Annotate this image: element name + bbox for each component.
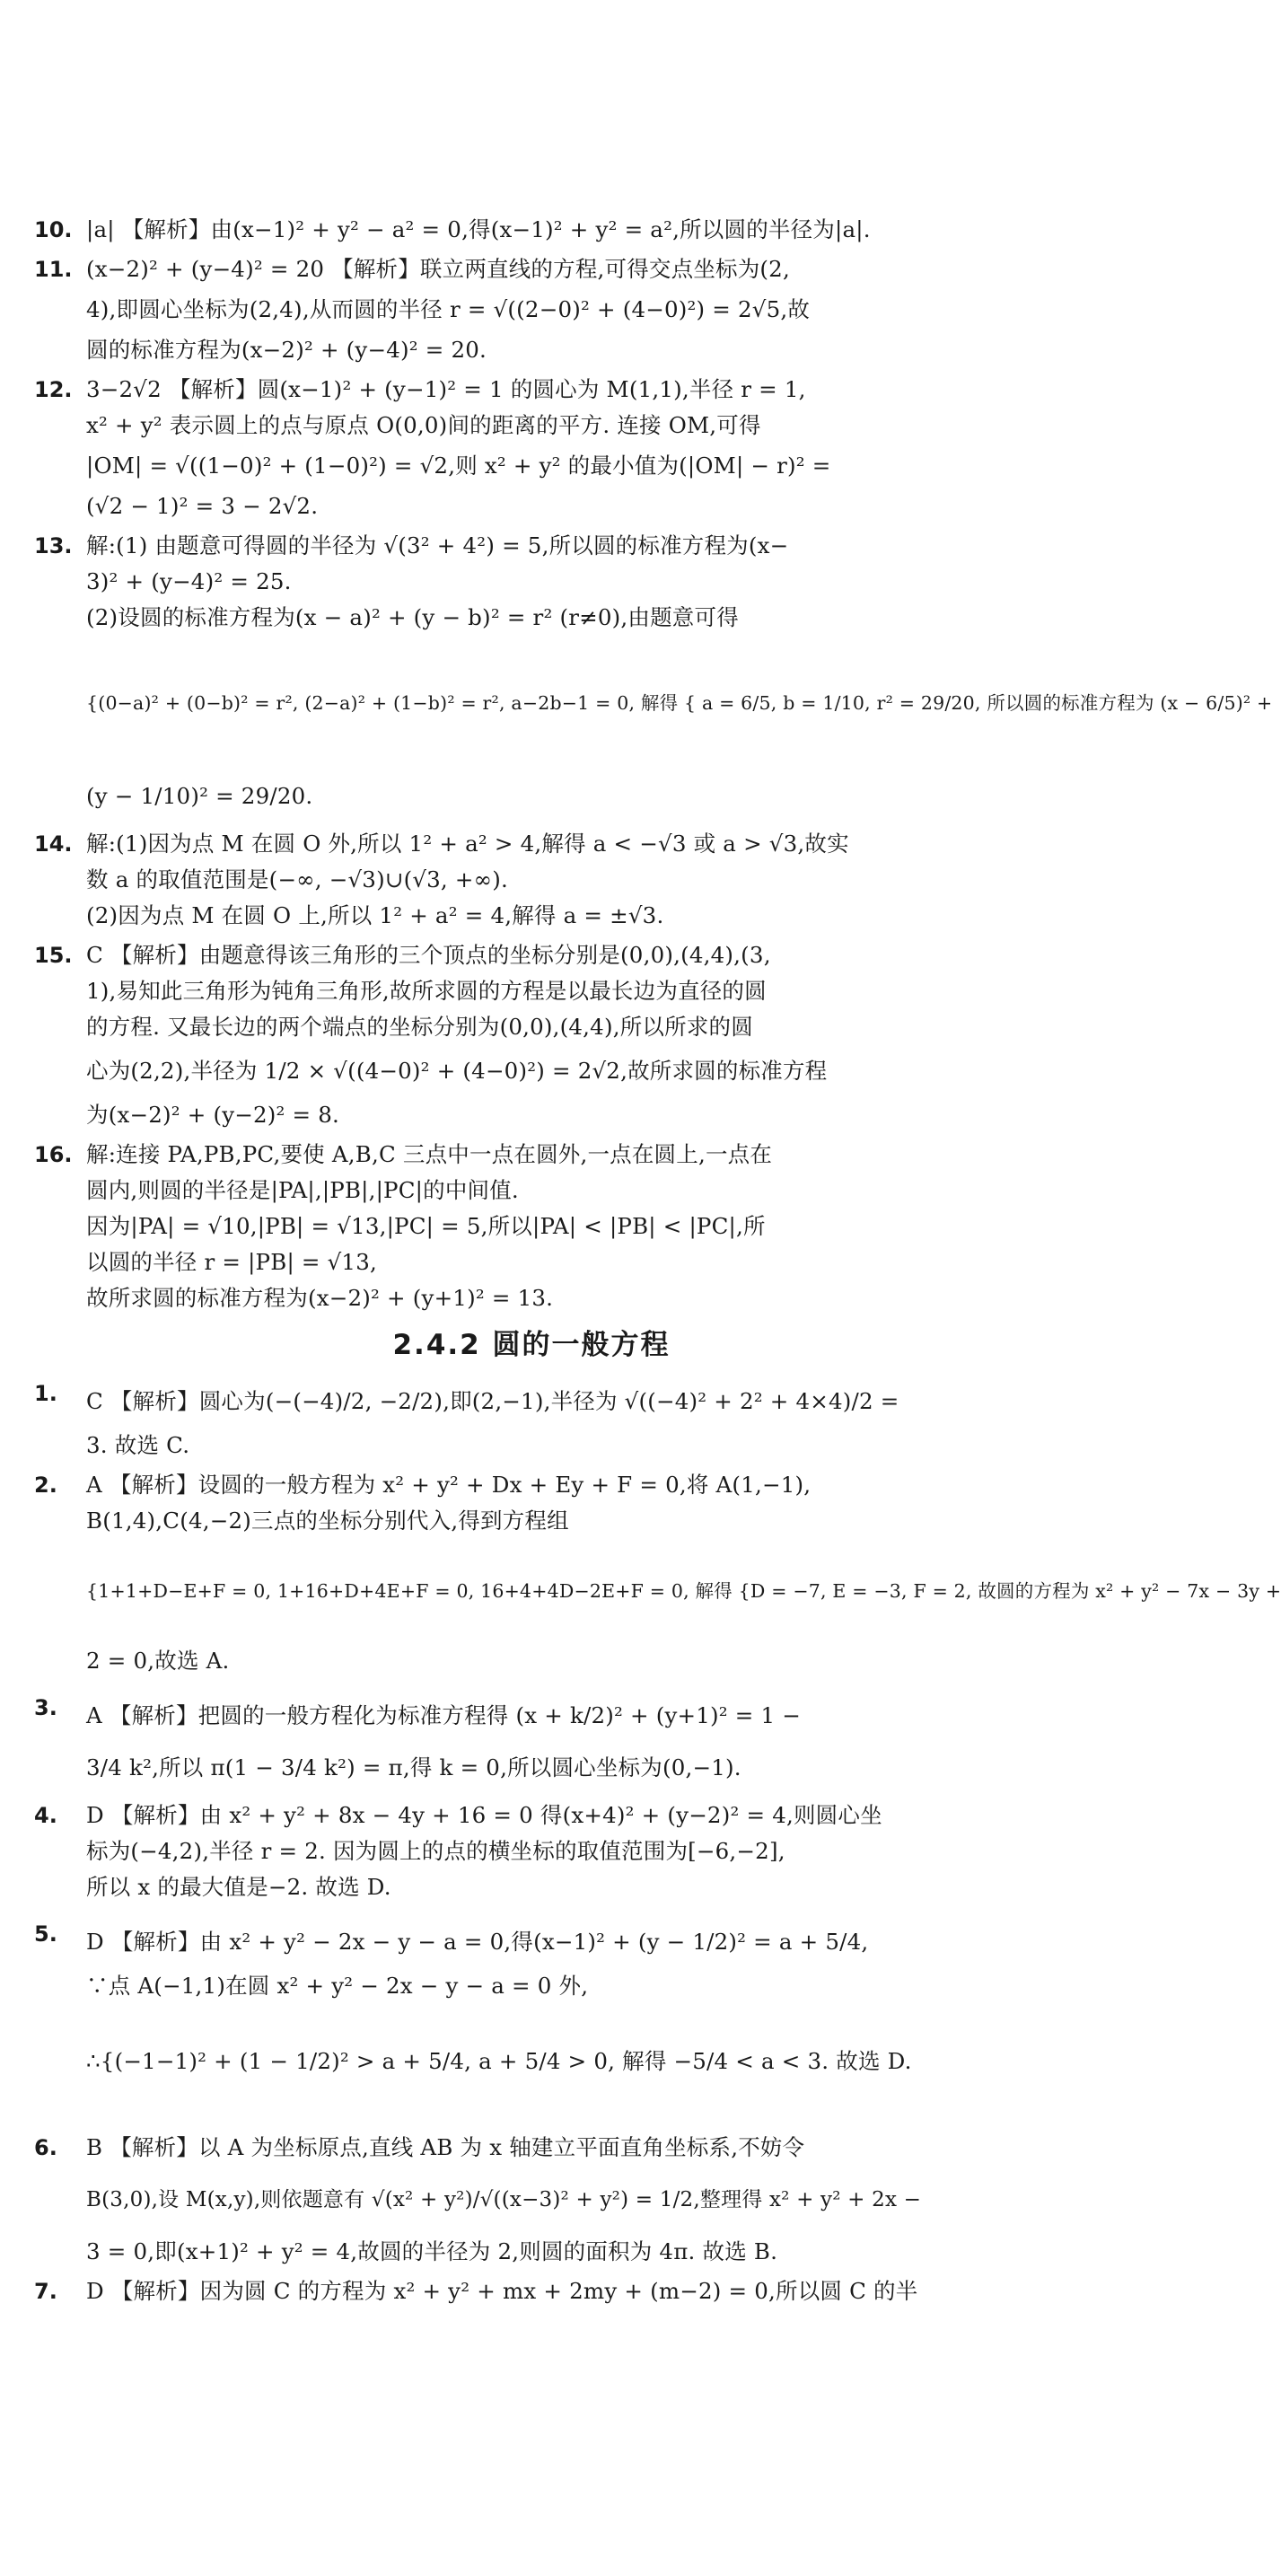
solution-line: 3. 故选 C. <box>86 1432 190 1458</box>
solution-3 <box>34 1690 1029 1794</box>
solution-line: 4),即圆心坐标为(2,4),从而圆的半径 r = √((2−0)² + (4−0)²) = 2√5,故 <box>86 296 811 322</box>
solution-15 <box>34 937 1029 1133</box>
solution-12 <box>34 372 1029 524</box>
solution-line: B(3,0),设 M(x,y),则依题意有 √(x² + y²)/√((x−3)² + y²) = 1/2,整理得 x² + y² + 2x − <box>86 2188 922 2211</box>
question-number: 3. <box>34 1695 57 1720</box>
question-number: 2. <box>34 1473 57 1498</box>
solution-11 <box>34 251 1029 368</box>
solution-line: C 【解析】由题意得该三角形的三个顶点的坐标分别是(0,0),(4,4),(3, <box>86 942 771 968</box>
solution-line: 的方程. 又最长边的两个端点的坐标分别为(0,0),(4,4),所以所求的圆 <box>86 1014 753 1040</box>
solution-line: |a| 【解析】由(x−1)² + y² − a² = 0,得(x−1)² + y² = a²,所以圆的半径为|a|. <box>86 216 871 242</box>
question-number: 1. <box>34 1381 57 1406</box>
solution-line: 1),易知此三角形为钝角三角形,故所求圆的方程是以最长边为直径的圆 <box>86 978 767 1004</box>
solution-line: 因为|PA| = √10,|PB| = √13,|PC| = 5,所以|PA| < |PB| < |PC|,所 <box>86 1213 766 1239</box>
solution-line: B(1,4),C(4,−2)三点的坐标分别代入,得到方程组 <box>86 1508 569 1534</box>
solution-line: 解:连接 PA,PB,PC,要使 A,B,C 三点中一点在圆外,一点在圆上,一点在 <box>86 1141 773 1167</box>
solution-7 <box>34 2273 1029 2309</box>
solution-line: D 【解析】因为圆 C 的方程为 x² + y² + mx + 2my + (m−2) = 0,所以圆 C 的半 <box>86 2278 918 2304</box>
solution-13 <box>34 528 1273 822</box>
solution-line: 数 a 的取值范围是(−∞, −√3)∪(√3, +∞). <box>86 866 508 892</box>
solution-line: A 【解析】把圆的一般方程化为标准方程得 (x + k/2)² + (y+1)² = 1 − <box>86 1702 802 1728</box>
solution-10 <box>34 212 1029 248</box>
question-number: 13. <box>34 533 73 558</box>
solution-line: 所以 x 的最大值是−2. 故选 D. <box>86 1874 391 1900</box>
question-number: 4. <box>34 1803 57 1828</box>
solution-line: |OM| = √((1−0)² + (1−0)²) = √2,则 x² + y² 的最小值为(|OM| − r)² = <box>86 453 831 479</box>
solution-2 <box>34 1467 1281 1679</box>
solution-line: 3−2√2 【解析】圆(x−1)² + (y−1)² = 1 的圆心为 M(1,1),半径 r = 1, <box>86 376 806 402</box>
question-number: 7. <box>34 2279 57 2304</box>
question-number: 15. <box>34 943 73 968</box>
solution-line: 圆内,则圆的半径是|PA|,|PB|,|PC|的中间值. <box>86 1177 519 1203</box>
solution-line: D 【解析】由 x² + y² − 2x − y − a = 0,得(x−1)² + (y − 1/2)² = a + 5/4, <box>86 1929 869 1955</box>
solution-line: B 【解析】以 A 为坐标原点,直线 AB 为 x 轴建立平面直角坐标系,不妨令 <box>86 2134 805 2160</box>
solution-line: (y − 1/10)² = 29/20. <box>86 783 313 809</box>
question-number: 16. <box>34 1142 73 1167</box>
solution-line: 故所求圆的标准方程为(x−2)² + (y+1)² = 13. <box>86 1285 554 1311</box>
solution-line: 标为(−4,2),半径 r = 2. 因为圆上的点的横坐标的取值范围为[−6,−2], <box>86 1838 785 1864</box>
inequality-system-line: ∴{(−1−1)² + (1 − 1/2)² > a + 5/4, a + 5/4 > 0, 解得 −5/4 < a < 3. 故选 D. <box>86 2048 912 2074</box>
solution-line: 2 = 0,故选 A. <box>86 1648 230 1674</box>
solution-line: 解:(1) 由题意可得圆的半径为 √(3² + 4²) = 5,所以圆的标准方程为(x− <box>86 532 789 558</box>
solution-line: (x−2)² + (y−4)² = 20 【解析】联立两直线的方程,可得交点坐标为(2, <box>86 256 790 282</box>
solution-line: (2)因为点 M 在圆 O 上,所以 1² + a² = 4,解得 a = ±√3. <box>86 902 664 928</box>
equation-system-line: {1+1+D−E+F = 0, 1+16+D+4E+F = 0, 16+4+4D−2E+F = 0, 解得 {D = −7, E = −3, F = 2, 故圆的方程为 x² + y² − 7x − 3y + <box>86 1580 1281 1602</box>
question-number: 10. <box>34 217 73 242</box>
solution-5 <box>34 1916 1029 2119</box>
solution-1 <box>34 1376 1029 1464</box>
solution-line: 3/4 k²,所以 π(1 − 3/4 k²) = π,得 k = 0,所以圆心坐标为(0,−1). <box>86 1754 741 1780</box>
equation-system-line: {(0−a)² + (0−b)² = r², (2−a)² + (1−b)² = r², a−2b−1 = 0, 解得 { a = 6/5, b = 1/10, r² = 29/20, 所以圆的标准方程为 (x − 6/5)² + <box>86 692 1273 714</box>
solution-line: ∵点 A(−1,1)在圆 x² + y² − 2x − y − a = 0 外, <box>86 1973 589 1999</box>
solution-line: C 【解析】圆心为(−(−4)/2, −2/2),即(2,−1),半径为 √((−4)² + 2² + 4×4)/2 = <box>86 1388 899 1414</box>
solution-line: 心为(2,2),半径为 1/2 × √((4−0)² + (4−0)²) = 2√2,故所求圆的标准方程 <box>86 1058 828 1084</box>
question-number: 14. <box>34 831 73 857</box>
solution-line: x² + y² 表示圆上的点与原点 O(0,0)间的距离的平方. 连接 OM,可得 <box>86 412 761 438</box>
solution-line: A 【解析】设圆的一般方程为 x² + y² + Dx + Ey + F = 0,将 A(1,−1), <box>86 1472 812 1498</box>
question-number: 11. <box>34 257 73 282</box>
question-number: 12. <box>34 377 73 402</box>
solution-line: D 【解析】由 x² + y² + 8x − 4y + 16 = 0 得(x+4)² + (y−2)² = 4,则圆心坐 <box>86 1802 882 1828</box>
solution-6 <box>34 2130 1029 2270</box>
solution-line: 3 = 0,即(x+1)² + y² = 4,故圆的半径为 2,则圆的面积为 4π. 故选 B. <box>86 2238 778 2264</box>
question-number: 5. <box>34 1921 57 1947</box>
solution-line: 为(x−2)² + (y−2)² = 8. <box>86 1102 340 1128</box>
solution-line: 以圆的半径 r = |PB| = √13, <box>86 1249 377 1275</box>
solution-16 <box>34 1137 1029 1316</box>
answer-content <box>34 212 1281 2313</box>
solution-line: 3)² + (y−4)² = 25. <box>86 568 292 594</box>
solution-line: (2)设圆的标准方程为(x − a)² + (y − b)² = r² (r≠0),由题意可得 <box>86 604 739 630</box>
question-number: 6. <box>34 2135 57 2160</box>
solution-line: 圆的标准方程为(x−2)² + (y−4)² = 20. <box>86 337 487 363</box>
solution-14 <box>34 826 1029 934</box>
solution-line: 解:(1)因为点 M 在圆 O 外,所以 1² + a² > 4,解得 a < −√3 或 a > √3,故实 <box>86 831 849 857</box>
section-title: 2.4.2 圆的一般方程 <box>392 1329 671 1361</box>
solution-4 <box>34 1798 1029 1905</box>
solution-line: (√2 − 1)² = 3 − 2√2. <box>86 493 319 519</box>
